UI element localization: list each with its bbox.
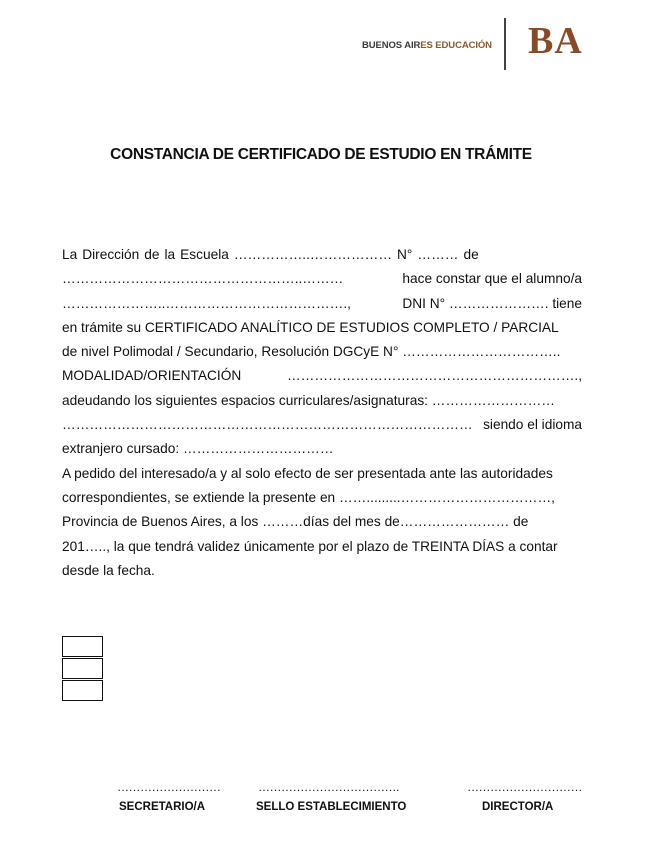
brand-wordmark-accent: ES EDUCACIÓN <box>420 40 492 51</box>
ba-logo: BA <box>528 20 583 62</box>
body-line-part: siendo el idioma <box>483 417 582 433</box>
stub-box <box>62 658 103 679</box>
secretario-label: SECRETARIO/A <box>119 801 206 813</box>
body-line-part: MODALIDAD/ORIENTACIÓN <box>62 368 242 384</box>
sello-signature-line: ………………………………. <box>258 780 399 794</box>
body-line-part: ………………………………………………………., <box>286 368 582 384</box>
brand-wordmark-dark: BUENOS AIR <box>362 40 421 51</box>
body-line-part: DNI N° …………………. tiene <box>402 295 582 311</box>
body-line: La Dirección de la Escuela ……………..……………… N° ……… de <box>62 247 479 262</box>
body-line-part: ……………………………………………………………………………… <box>62 417 473 433</box>
document-title: CONSTANCIA DE CERTIFICADO DE ESTUDIO EN TRÁMITE <box>110 146 532 163</box>
body-line: correspondientes, se extiende la presente en …….........……………………………, <box>62 489 555 505</box>
document-body <box>62 243 582 583</box>
body-line: de nivel Polimodal / Secundario, Resolución DGCyE N° …………………………….. <box>62 344 561 360</box>
body-line <box>62 292 582 316</box>
director-signature-line: ………………………… <box>467 780 582 794</box>
director-label: DIRECTOR/A <box>482 801 554 813</box>
body-line: extranjero cursado: …………………………… <box>62 441 334 457</box>
body-line: A pedido del interesado/a y al solo efecto de ser presentada ante las autoridades <box>62 465 553 481</box>
stub-box <box>62 636 103 657</box>
brand-wordmark <box>362 40 492 51</box>
stub-box <box>62 680 103 701</box>
secretario-signature-line: ……………………… <box>117 780 221 794</box>
body-line: 201….., la que tendrá validez únicamente por el plazo de TREINTA DÍAS a contar <box>62 538 558 554</box>
body-line <box>62 267 582 291</box>
body-line: adeudando los siguientes espacios curriculares/asignaturas: ……………………… <box>62 392 555 408</box>
body-line: Provincia de Buenos Aires, a los ………días del mes de…………………… de <box>62 514 529 530</box>
body-line-part: ……………………………………………..……… <box>62 271 344 287</box>
body-line: en trámite su CERTIFICADO ANALÍTICO DE ESTUDIOS COMPLETO / PARCIAL <box>62 319 559 335</box>
body-line-part: hace constar que el alumno/a <box>402 271 582 287</box>
body-line: desde la fecha. <box>62 562 155 578</box>
body-line <box>62 364 582 388</box>
body-line-part: …………………..…………………………………., <box>62 295 351 311</box>
header-divider <box>504 18 506 70</box>
sello-label: SELLO ESTABLECIMIENTO <box>256 801 407 813</box>
body-line <box>62 413 582 437</box>
